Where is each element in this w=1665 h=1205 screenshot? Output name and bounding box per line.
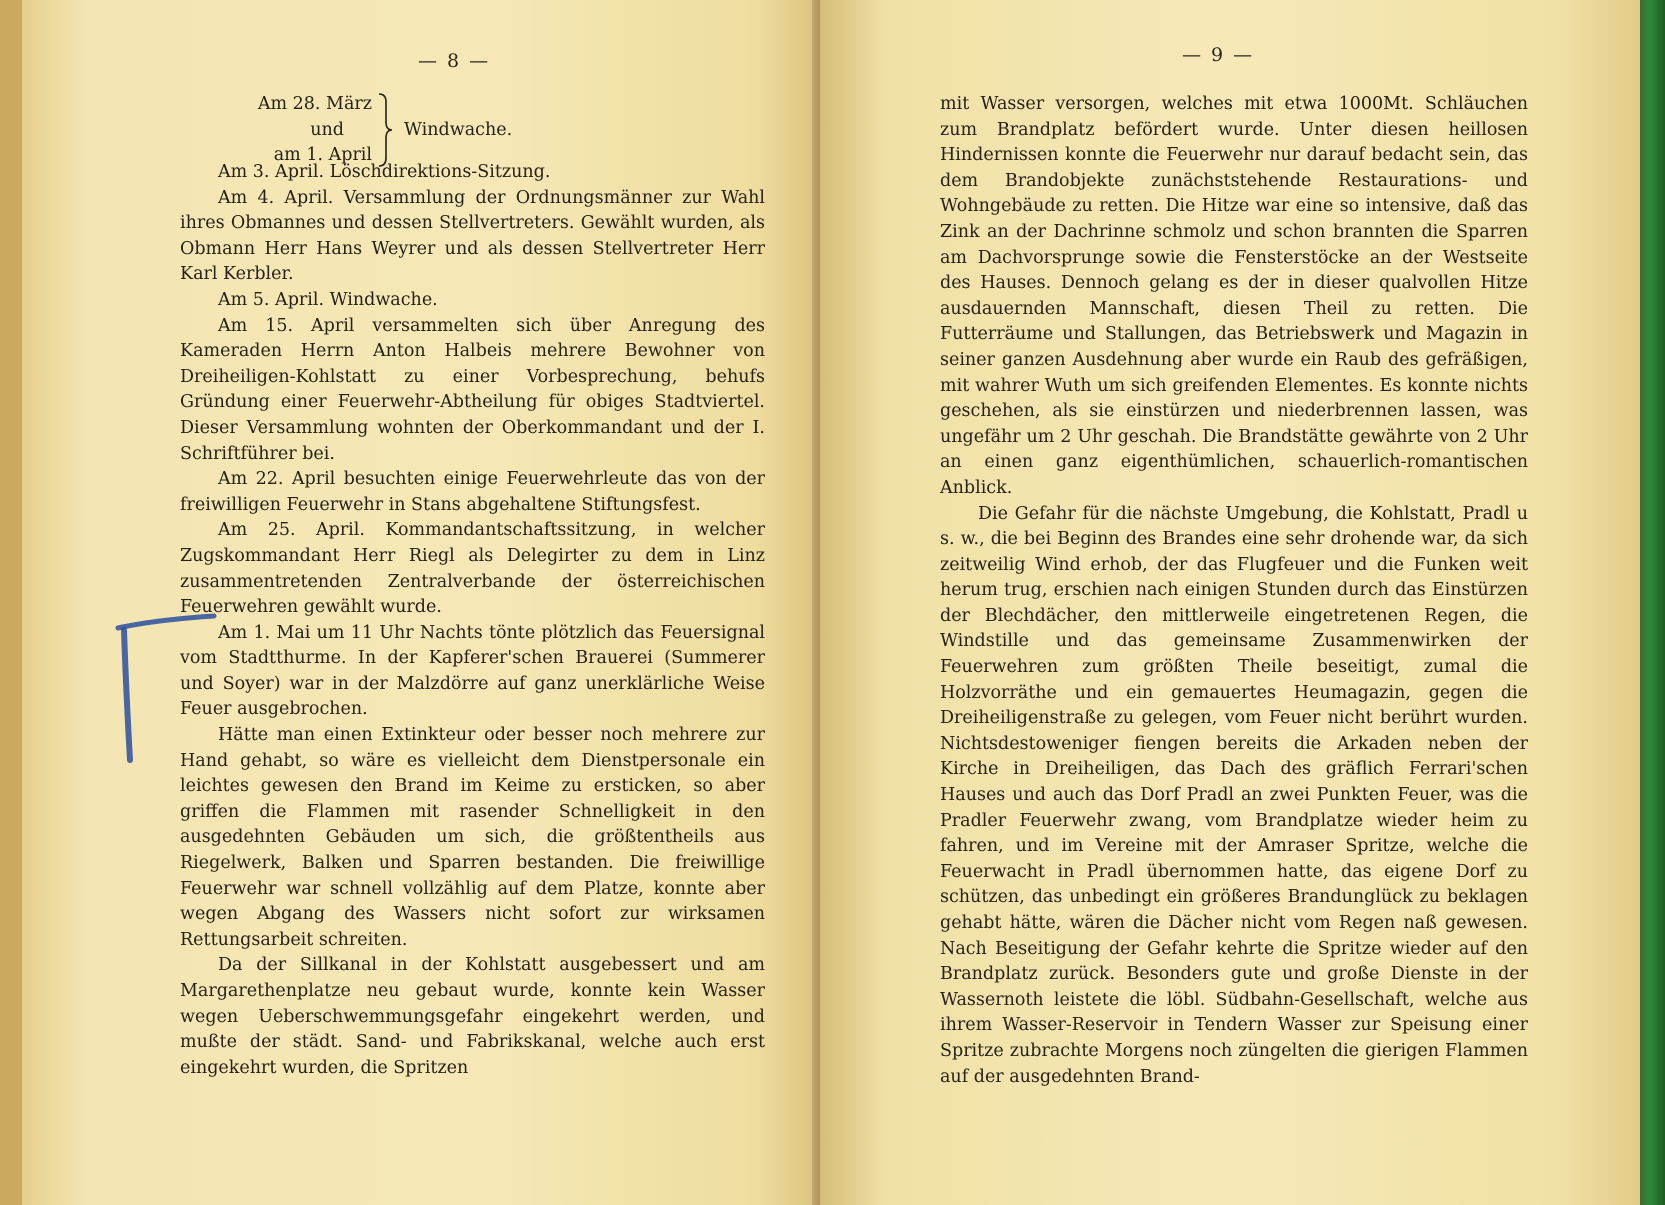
paragraph: Die Gefahr für die nächste Umgebung, die Kohlstatt, Pradl u s. w., die bei Beginn des Brandes eine sehr drohende war, da sich zeitweilig Wind erhob, der das Flugfeuer und die Funken weit herum trug, erschien nach einigen Stunden durch das Einstürzen der Blechdächer, den mittlerweile eingetretenen Regen, die Windstille und das gemeinsame Zusammenwirken der Feuerwehren zum größten Theile beseitigt, zumal die Holzvorräthe und ein gemauertes Heumagazin, gegen die Dreiheiligenstraße zu gelegen, vom Feuer nicht berührt wurden. Nichtsdestoweniger fiengen bereits die Arkaden neben der Kirche in Dreiheiligen, das Dach des gräflich Ferrari'schen Hauses und auch das Dorf Pradl an zwei Punkten Feuer, was die Pradler Feuerwehr zwang, vom Brandplatze wieder heim zu fahren, und im Vereine mit der Amraser Spritze, welche die Feuerwacht in Pradl übernommen hatte, das eigene Dorf zu schützen, das unbedingt ein größeres Brandunglück zu beklagen gehabt hätte, wären die Dächer nicht vom Regen naß gewesen. Nach Beseitigung der Gefahr kehrte die Spritze wieder auf den Brandplatz zurück. Besonders gute und große Dienste in der Wassernoth leistete die löbl. Südbahn-Gesellschaft, welche aus ihrem Wasser-Reservoir in Tendern Wasser zur Speisung einer Spritze zubrachte Morgens noch züngelten die gierigen Flammen auf der ausgedehnten Brand- (940, 503, 1528, 1087)
paragraph: Hätte man einen Extinkteur oder besser noch mehrere zur Hand gehabt, so wäre es vielleicht dem Dienstpersonale ein leichtes gewesen den Brand im Keime zu ersticken, so aber griffen die Flammen mit rasender Schnelligkeit in den ausgedehnten Gebäuden um sich, die größtentheils aus Riegelwerk, Balken und Sparren bestanden. Die freiwillige Feuerwehr war schnell vollzählig auf dem Platze, konnte aber wegen Abgang des Wassers nicht sofort zur wirksamen Rettungsarbeit schreiten. (180, 725, 765, 950)
bracket-label: Windwache. (404, 120, 513, 140)
bracket-entry (222, 92, 642, 168)
bracket-line: und (310, 119, 344, 140)
curly-brace-icon (376, 92, 394, 168)
paragraph: Am 1. Mai um 11 Uhr Nachts tönte plötzlich das Feuersignal vom Stadtthurme. In der Kapferer'schen Brauerei (Summerer und Soyer) war in der Malzdörre auf ganz unerklärliche Weise Feuer ausgebrochen. (180, 622, 765, 720)
paragraph: Am 5. April. Windwache. (218, 289, 438, 310)
paragraph: Am 3. April. Löschdirektions-Sitzung. (218, 162, 551, 182)
left-page-text (180, 160, 765, 1081)
green-cover-edge (1640, 0, 1665, 1205)
paragraph: Am 4. April. Versammlung der Ordnungsmänner zur Wahl ihres Obmannes und dessen Stellvertreters. Gewählt wurden, als Obmann Herr Hans Weyrer und als dessen Stellvertreter Herr Karl Kerbler. (180, 187, 765, 285)
bracket-dates (222, 92, 372, 169)
paragraph: mit Wasser versorgen, welches mit etwa 1000Mt. Schläuchen zum Brandplatz befördert wurde. Unter diesen heillosen Hindernissen konnte die Feuerwehr nur darauf bedacht sein, das dem Brandobjekte zunächststehende Restaurations- und Wohngebäude zu retten. Die Hitze war eine so intensive, daß das Zink an der Dachrinne schmolz und schon brannten die Sparren am Dachvorsprunge sowie die Fensterstöcke an der Westseite des Hauses. Dennoch gelang es der in dieser qualvollen Hitze ausdauernden Mannschaft, diesen Theil zu retten. Die Futterräume und Stallungen, das Betriebswerk und Magazin in seiner ganzen Ausdehnung aber wurde ein Raub des gefräßigen, mit wahrer Wuth um sich greifenden Elementes. Es konnte nichts geschehen, als sie einstürzen und niederbrennen lassen, was ungefähr um 2 Uhr geschah. Die Brandstätte gewährte von 2 Uhr an einen ganz eigenthümlichen, schauerlich-romantischen Anblick. (940, 94, 1528, 498)
bracket-line: am 1. April (273, 145, 372, 166)
paragraph: Am 22. April besuchten einige Feuerwehrleute das von der freiwilligen Feuerwehr in Stans abgehaltene Stiftungsfest. (180, 469, 765, 515)
paragraph: Am 15. April versammelten sich über Anregung des Kameraden Herrn Anton Halbeis mehrere Bewohner von Dreiheiligen-Kohlstatt zu einer Vorbesprechung, behufs Gründung einer Feuerwehr-Abtheilung für obiges Stadtviertel. Dieser Versammlung wohnten der Oberkommandant und der I. Schriftführer bei. (180, 315, 765, 464)
bracket-line: Am 28. März (257, 94, 372, 114)
right-page-text (940, 92, 1528, 1090)
page-number-left: — 8 — (418, 50, 491, 72)
left-page (0, 0, 820, 1205)
blue-pencil-mark (114, 610, 224, 770)
paragraph: Am 25. April. Kommandantschaftssitzung, in welcher Zugskommandant Herr Riegl als Delegirter zu dem in Linz zusammentretenden Zentralverbande der österreichischen Feuerwehren gewählt wurde. (180, 520, 765, 618)
page-number-right: — 9 — (1182, 44, 1255, 66)
paragraph: Da der Sillkanal in der Kohlstatt ausgebessert und am Margarethenplatze neu gebaut wurde, konnte kein Wasser wegen Ueberschwemmungsgefahr eingekehrt werden, und mußte der städt. Sand- und Fabrikskanal, welche auch erst eingekehrt wurden, die Spritzen (180, 955, 765, 1078)
